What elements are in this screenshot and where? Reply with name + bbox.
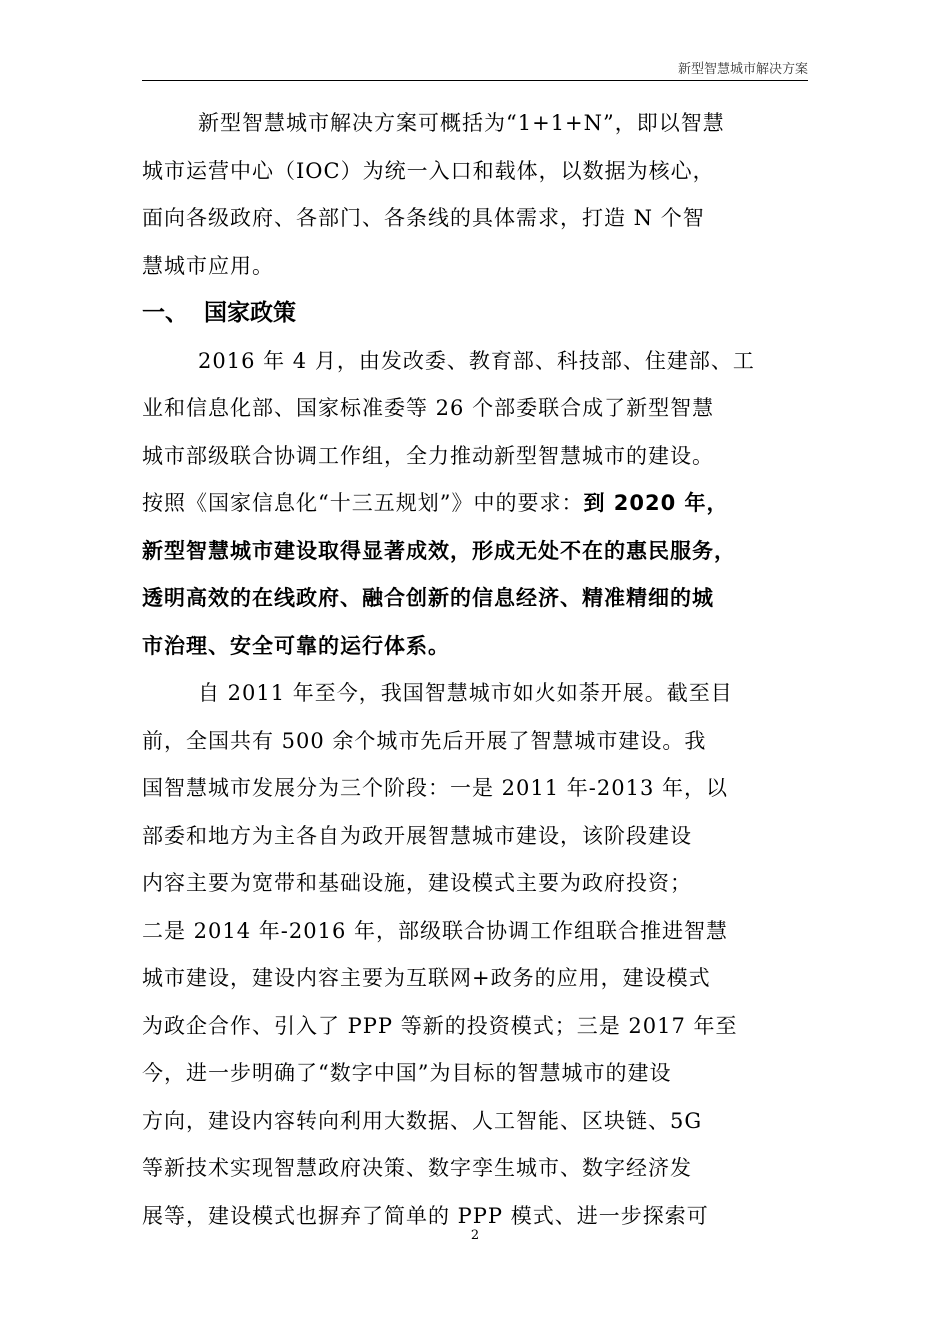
para1-line-4-emphasis: 到 2020 年， (583, 491, 729, 515)
section-heading (142, 290, 808, 338)
para1-line-5: 新型智慧城市建设取得显著成效，形成无处不在的惠民服务， (142, 538, 736, 563)
para1-line-7: 市治理、安全可靠的运行体系。 (142, 633, 450, 658)
page-number: 2 (470, 1228, 480, 1243)
para2-line-5: 内容主要为宽带和基础设施，建设模式主要为政府投资； (142, 871, 692, 895)
para1-line-2: 业和信息化部、国家标准委等 26 个部委联合成了新型智慧 (142, 396, 715, 420)
para1-line-4-text: 按照《国家信息化“十三五规划”》中的要求： (142, 491, 584, 515)
para2-line-3: 国智慧城市发展分为三个阶段：一是 2011 年-2013 年，以 (142, 776, 729, 800)
para2-line-2: 前，全国共有 500 余个城市先后开展了智慧城市建设。我 (142, 728, 707, 753)
para1-line-4 (142, 480, 808, 528)
section-number: 一、 (142, 300, 188, 326)
para1-line-3: 城市部级联合协调工作组，全力推动新型智慧城市的建设。 (142, 443, 714, 468)
running-header: 新型智慧城市解决方案 (677, 62, 808, 77)
intro-line-4: 慧城市应用。 (142, 253, 274, 278)
para1-line-6: 透明高效的在线政府、融合创新的信息经济、精准精细的城 (142, 586, 714, 610)
section-title: 国家政策 (204, 300, 296, 326)
para2-line-6: 二是 2014 年-2016 年，部级联合协调工作组联合推进智慧 (142, 918, 729, 943)
para2-line-7: 城市建设，建设内容主要为互联网+政务的应用，建设模式 (142, 966, 711, 990)
para2-line-11: 等新技术实现智慧政府决策、数字孪生城市、数字经济发 (142, 1156, 692, 1180)
para2-line-9: 今，进一步明确了“数字中国”为目标的智慧城市的建设 (142, 1061, 672, 1085)
intro-line-1: 新型智慧城市解决方案可概括为“1+1+N”，即以智慧 (198, 111, 725, 135)
para2-line-10: 方向，建设内容转向利用大数据、人工智能、区块链、5G (142, 1108, 703, 1133)
para1-line-1: 2016 年 4 月，由发改委、教育部、科技部、住建部、工 (198, 348, 755, 373)
document-body (142, 100, 808, 1240)
para2-line-1: 自 2011 年至今，我国智慧城市如火如荼开展。截至目 (198, 681, 733, 705)
intro-line-3: 面向各级政府、各部门、各条线的具体需求，打造 N 个智 (142, 206, 705, 230)
header-rule (142, 80, 808, 81)
para2-line-12: 展等，建设模式也摒弃了简单的 PPP 模式、进一步探索可 (142, 1203, 709, 1228)
intro-line-2: 城市运营中心（IOC）为统一入口和载体，以数据为核心， (142, 158, 715, 183)
para2-line-8: 为政企合作、引入了 PPP 等新的投资模式；三是 2017 年至 (142, 1013, 738, 1038)
para2-line-4: 部委和地方为主各自为政开展智慧城市建设，该阶段建设 (142, 823, 692, 848)
